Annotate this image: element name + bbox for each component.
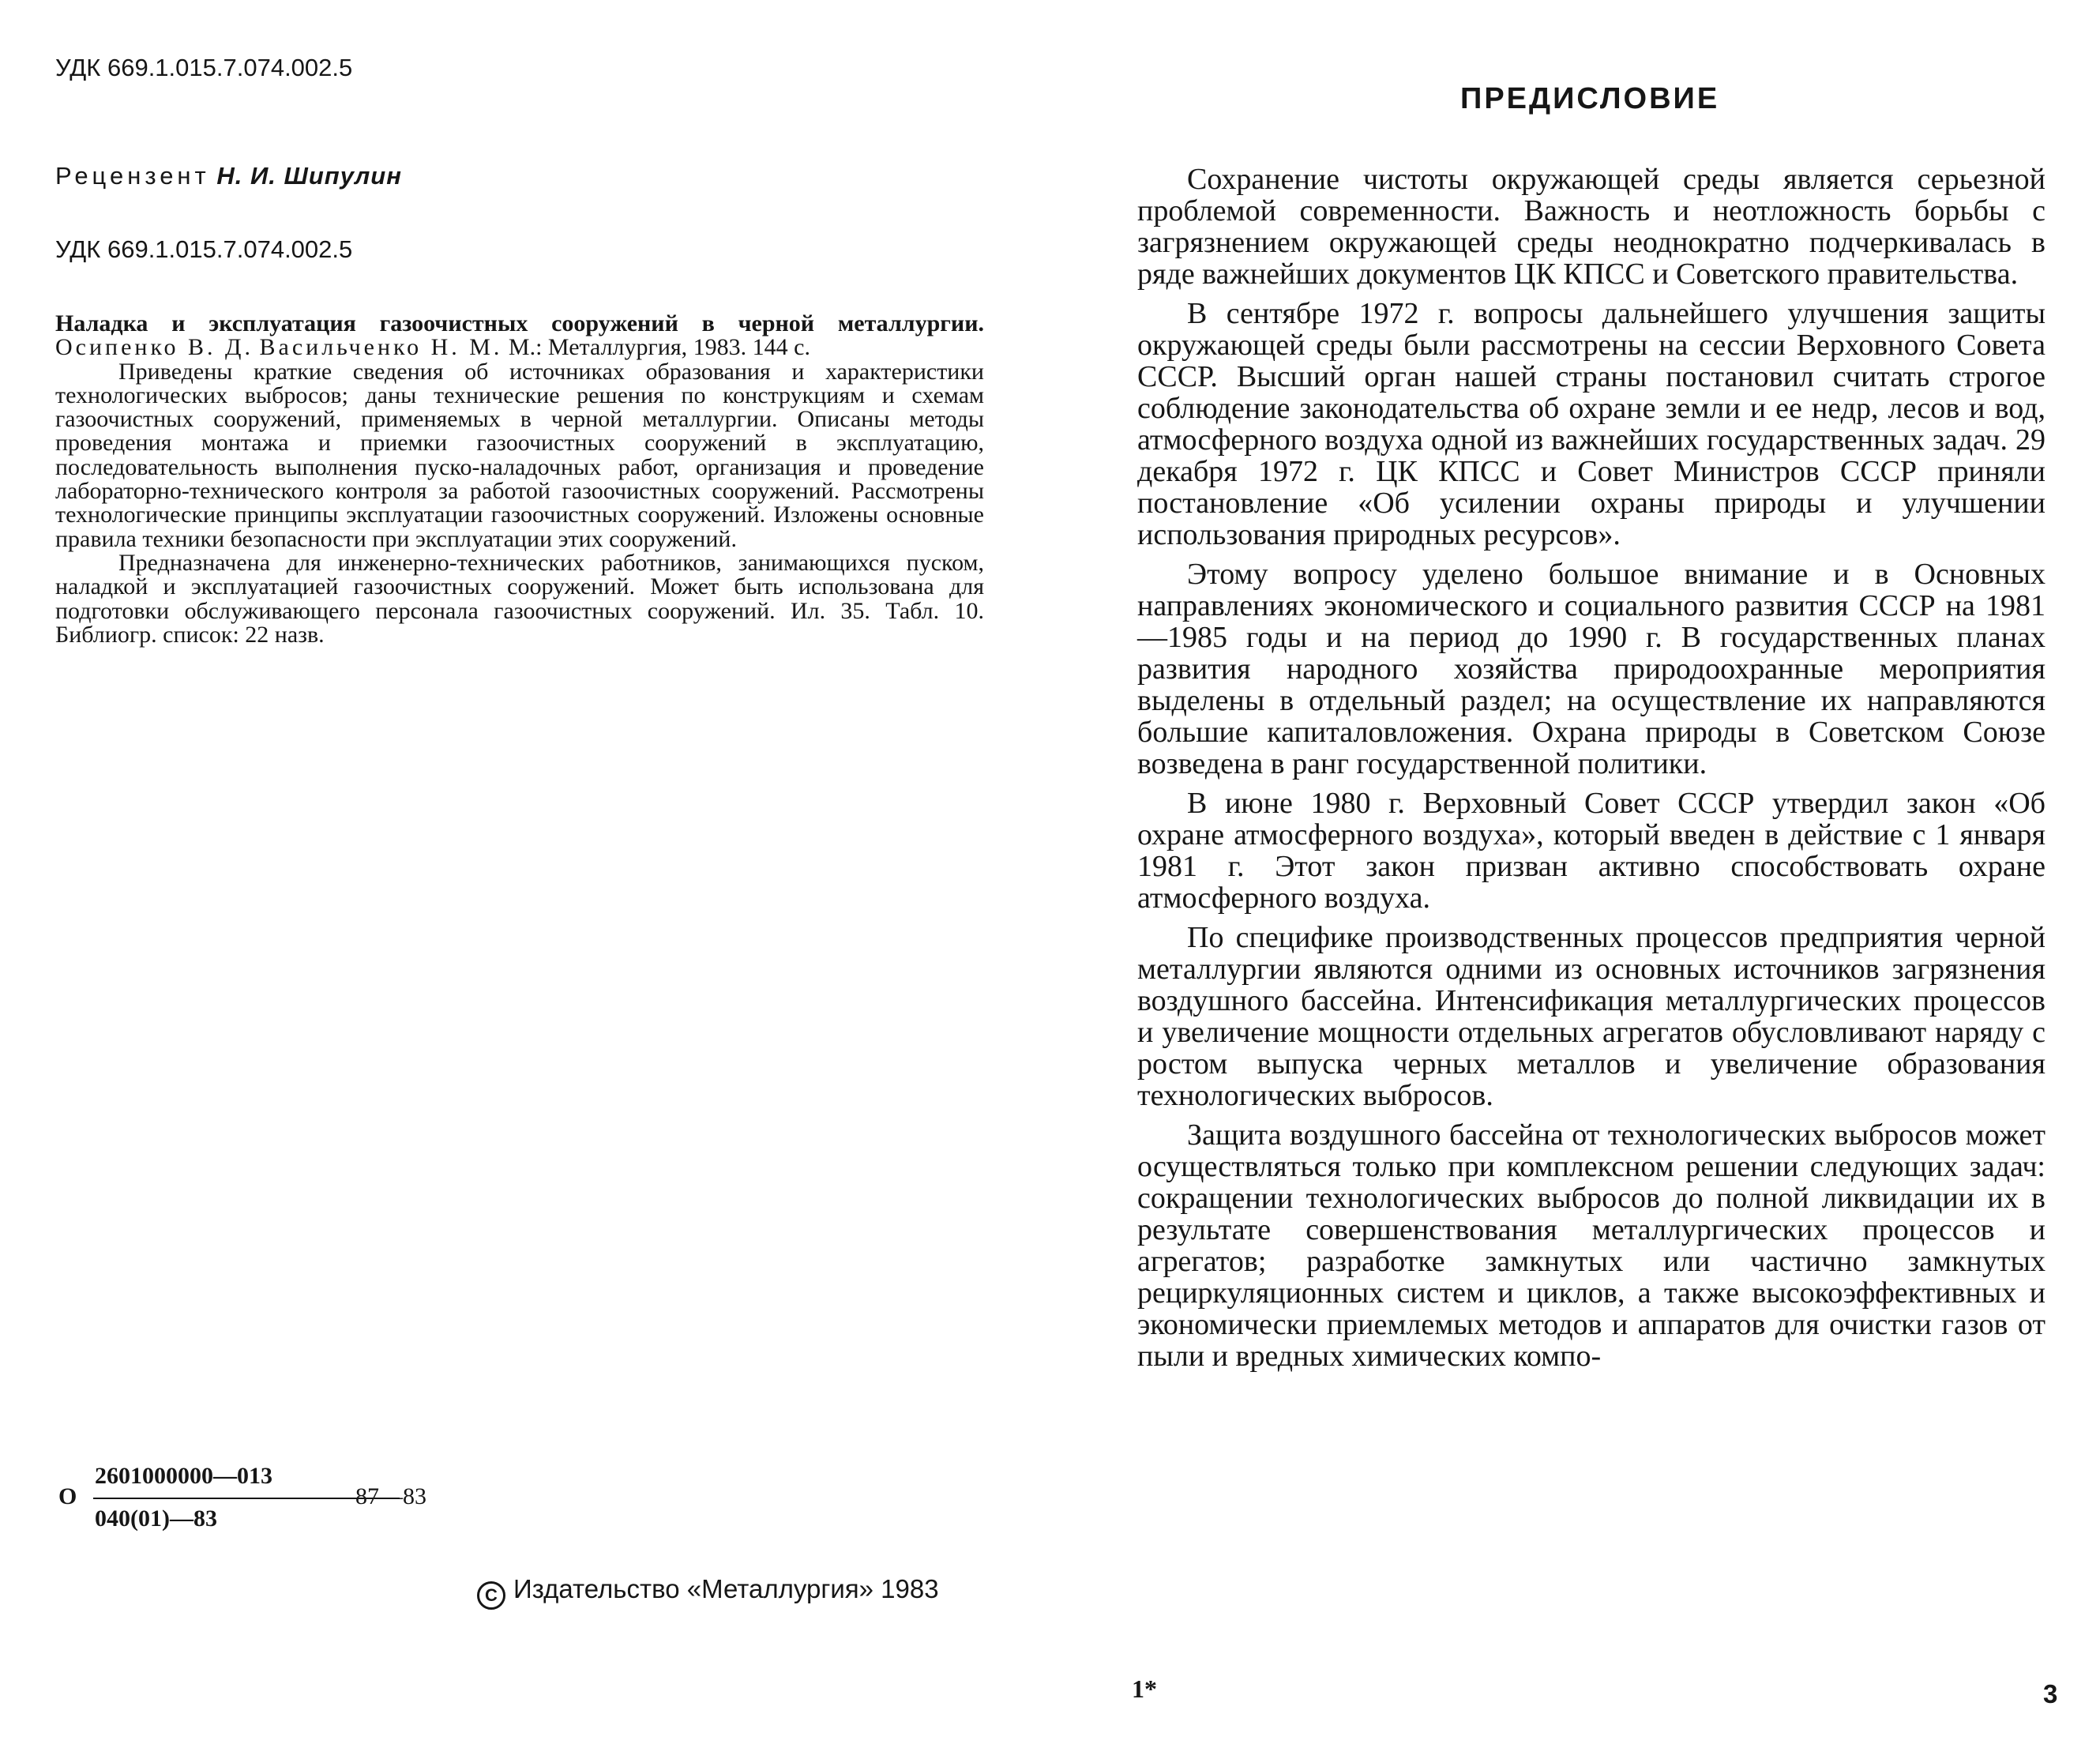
catalog-code-letter: О	[58, 1483, 77, 1509]
bibliographic-record	[55, 312, 984, 647]
paragraph: По специфике производственных процессов предприятия черной металлургии являются одними из основных источников загрязнения воздушного бассейна. Интенсификация металлургических процессов и увеличение мощности отдельных агрегатов обусловливают наряду с ростом выпуска черных металлов и увеличение образования технологических выбросов.	[1137, 921, 2046, 1112]
reviewer-name: Н. И. Шипулин	[216, 162, 402, 190]
copyright-icon: C	[477, 1581, 505, 1610]
author-2: Васильченко Н. М.	[259, 334, 503, 361]
author-1: Осипенко В. Д.	[55, 334, 254, 361]
page-title: ПРЕДИСЛОВИЕ	[1460, 82, 1720, 115]
abstract-text: Приведены краткие сведения об источниках образования и характеристики технологических выбросов; даны технические решения по конструкциям и схемам газоочистных сооружений, применяемых в черной металлургии. Описаны методы проведения монтажа и приемки газоочистных сооружений в эксплуатацию, последовательность выполнения пуско-наладочных работ, организация и проведение лабораторно-технического контроля за работой газоочистных сооружений. Рассмотрены технологические принципы эксплуатации газоочистных сооружений. Изложены основные правила техники безопасности при эксплуатации этих сооружений.	[55, 358, 984, 552]
preface-body	[1137, 164, 2046, 1380]
paragraph: Этому вопросу уделено большое внимание и в Основных направлениях экономического и социального развития СССР на 1981—1985 годы и на период до 1990 г. В государственных планах развития народного хозяйства природоохранные мероприятия выделены в отдельный раздел; на осуществление их направляются большие капиталовложения. Охрана природы в Советском Союзе возведена в ранг государственной политики.	[1137, 558, 2046, 780]
udk-code-top: УДК 669.1.015.7.074.002.5	[55, 54, 353, 81]
purpose-text: Предназначена для инженерно-технических работников, занимающихся пуском, наладкой и эксплуатацией газоочистных сооружений. Может быть использована для подготовки обслуживающего персонала газоочистных сооружений. Ил. 35. Табл. 10. Библиогр. список: 22 назв.	[55, 549, 984, 648]
paragraph: Сохранение чистоты окружающей среды является серьезной проблемой современности. Важность и неотложность борьбы с загрязнением окружающей среды неоднократно подчеркивалась в ряде важнейших документов ЦК КПСС и Советского правительства.	[1137, 163, 2046, 291]
publication-info: М.: Металлургия, 1983. 144 с.	[508, 334, 810, 361]
fraction-bar	[93, 1498, 400, 1499]
paragraph: Защита воздушного бассейна от технологических выбросов может осуществляться только при комплексном решении следующих задач: сокращении технологических выбросов до полной ликвидации их в результате совершенствования металлургических процессов и агрегатов; разработке замкнутых или частично замкнутых рециркуляционных систем и циклов, а также высокоэффективных и экономически приемлемых методов и аппаратов для очистки газов от пыли и вредных химических компо-	[1137, 1118, 2046, 1373]
paragraph: В сентябре 1972 г. вопросы дальнейшего улучшения защиты окружающей среды были рассмотрены на сессии Верховного Совета СССР. Высший орган нашей страны постановил считать строгое соблюдение законодательства об охране земли и ее недр, лесов и вод, атмосферного воздуха одной из важнейших государственных задач. 29 декабря 1972 г. ЦК КПСС и Совет Министров СССР приняли постановление «Об усилении охраны природы и улучшении использования природных ресурсов».	[1137, 297, 2046, 551]
catalog-code-numerator: 2601000000—013	[95, 1463, 272, 1489]
copyright-text: Издательство «Металлургия» 1983	[513, 1574, 939, 1603]
reviewer-label: Рецензент	[55, 162, 210, 190]
catalog-code-suffix: 87—83	[355, 1483, 426, 1509]
copyright-line	[477, 1574, 939, 1610]
reviewer-line	[55, 162, 402, 190]
paragraph: В июне 1980 г. Верховный Совет СССР утвердил закон «Об охране атмосферного воздуха», который введен в действие с 1 января 1981 г. Этот закон призван активно способствовать охране атмосферного воздуха.	[1137, 787, 2046, 915]
page-number: 3	[2043, 1679, 2058, 1708]
book-title: Наладка и эксплуатация газоочистных сооружений в черной металлургии.	[55, 310, 984, 336]
signature-mark: 1*	[1132, 1674, 1157, 1703]
catalog-code-denominator: 040(01)—83	[95, 1505, 217, 1532]
udk-code-bibliographic: УДК 669.1.015.7.074.002.5	[55, 235, 353, 263]
right-page	[1050, 0, 2100, 1744]
